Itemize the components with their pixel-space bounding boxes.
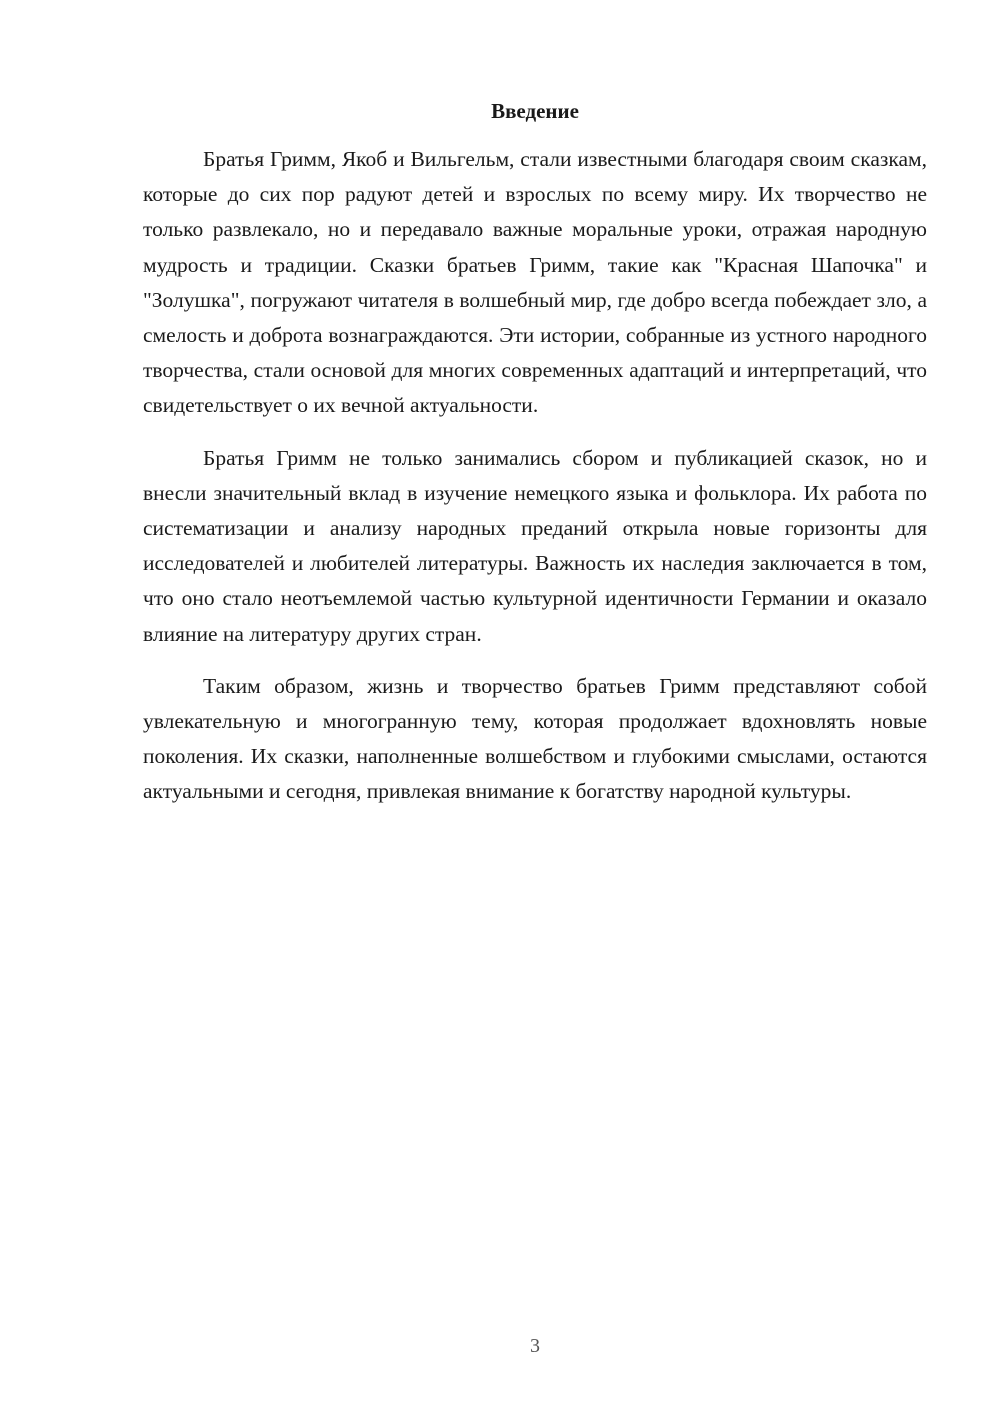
section-heading: Введение (491, 99, 579, 123)
paragraph-1: Братья Гримм, Якоб и Вильгельм, стали известными благодаря своим сказкам, которые до сих пор радуют детей и взрослых по всему миру. Их творчество не только развлекало, но и передавало важные моральные уроки, отражая народную мудрость и традиции. Сказки братьев Гримм, такие как "Красная Шапочка" и "Золушка", погружают читателя в волшебный мир, где добро всегда побеждает зло, а смелость и доброта вознаграждаются. Эти истории, собранные из устного народного творчества, стали основой для многих современных адаптаций и интерпретаций, что свидетельствует о их вечной актуальности. (143, 147, 927, 418)
body-text (143, 142, 927, 810)
page-number: 3 (530, 1335, 540, 1357)
paragraph-3: Таким образом, жизнь и творчество братьев Гримм представляют собой увлекательную и многогранную тему, которая продолжает вдохновлять новые поколения. Их сказки, наполненные волшебством и глубокими смыслами, остаются актуальными и сегодня, привлекая внимание к богатству народной культуры. (143, 673, 927, 804)
paragraph-2: Братья Гримм не только занимались сбором и публикацией сказок, но и внесли значительный вклад в изучение немецкого языка и фольклора. Их работа по систематизации и анализу народных преданий открыла новые горизонты для исследователей и любителей литературы. Важность их наследия заключается в том, что оно стало неотъемлемой частью культурной идентичности Германии и оказало влияние на литературу других стран. (143, 445, 927, 646)
